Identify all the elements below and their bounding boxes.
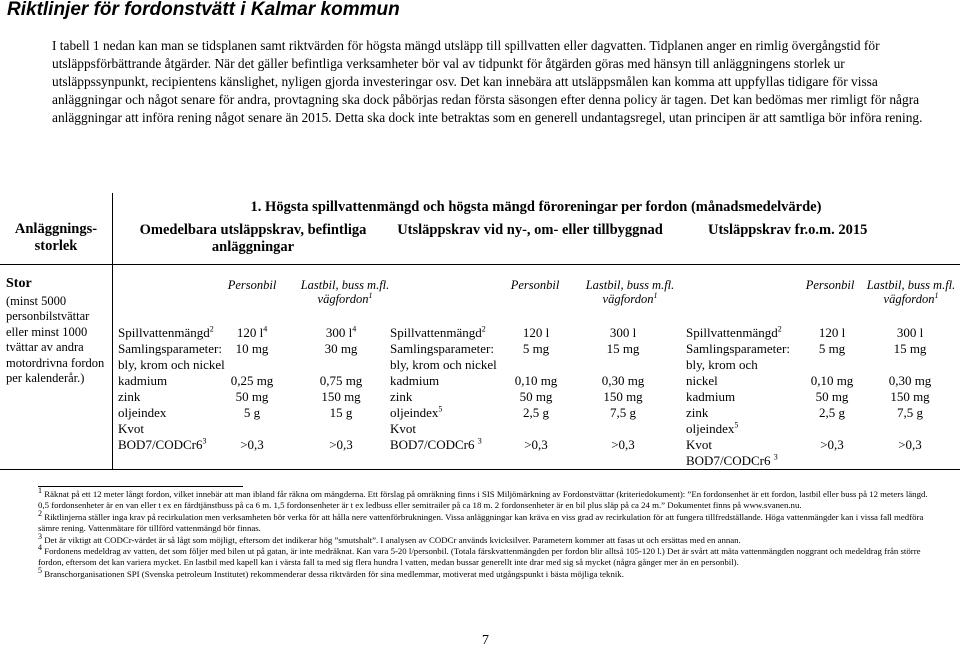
param-kadmium: kadmium xyxy=(118,373,168,388)
col-personbil-3: Personbil xyxy=(805,278,855,292)
param-kadmium: kadmium xyxy=(686,389,736,404)
main-header: 1. Högsta spillvattenmängd och högsta mängd föroreningar per fordon (månadsmedelvärde) xyxy=(250,199,822,215)
param-bod: BOD7/CODCr6 $^3$ xyxy=(686,452,778,468)
col-personbil-2: Personbil xyxy=(510,278,560,292)
param-bod: $BOD7/CODCr6^3$ xyxy=(118,436,207,452)
param-olje: oljeindex$^5$ xyxy=(686,420,739,436)
footnote-4: $^4$ Fordonens medeldrag av vatten, det som följer med bilen ut på gatan, är inte medräknat. Kan vara 5-20 l/personbil. (Totala färskvattenmängden per fordon blir alltså 105-120 l.) Det är svårt att mäta vattenmängden noggrant och medeldrag från större fordon, eftersom det kan variera mycket. En lastbil med kapell kan i värsta fall ta med sig flera hundra l vatten, medan bussar generellt inte drar med sig så mycket (några gånger mer än en personbil). xyxy=(38,543,921,568)
param-kvot: Kvot xyxy=(390,421,416,436)
values-existing-personbil: 120 $l^4$ 10 mg 0,25 mg 50 mg 5 g >0,3 xyxy=(230,324,274,452)
param-samling: Samlingsparameter: xyxy=(390,341,494,356)
values-2015-personbil: 120 l 5 mg 0,10 mg 50 mg 2,5 g >0,3 xyxy=(810,325,854,452)
params-new xyxy=(390,325,505,453)
param-olje: oljeindex xyxy=(118,405,167,420)
col-lastbil-1: Lastbil, buss m.fl. vägfordon$^1$ xyxy=(300,278,390,306)
footnote-3: $^3$ Det är viktigt att CODCr-värdet är så lågt som möjligt, eftersom det indikerar hög ”smutshalt”. I analysen av CODCr används kvicksilver. Parametern kommer att fasas ut och ersättas med en annan. xyxy=(38,531,741,545)
limits-table xyxy=(0,193,960,470)
param-nickel: nickel xyxy=(686,373,718,388)
sub-header-existing: Omedelbara utsläppskrav, befintliga anläggningar xyxy=(139,222,367,255)
footnote-1: $^1$ Räknat på ett 12 meter långt fordon, vilket innebär att man ibland får räkna om mängderna. Ett förslag på omräkning finns i SIS Miljömärkning av Fordonstvättar (kriteriedokument): ”En fordonsenhet är ett fordon, lastbil eller buss på 12 meters längd. 0,5 fordonsenheter är en van eller t ex en färdtjänstbuss på ca 6 m. 1,5 fordonsenheter är t ex ledbuss eller semitrailer på ca 18 m. 2 fordonsenheter är en bil plus släp på ca 24 m.” Dokumentet finns på www.svanen.nu. xyxy=(38,486,928,511)
param-bod: BOD7/CODCr6 $^3$ xyxy=(390,436,482,452)
param-spill: Spillvattenmängd$^2$ xyxy=(686,324,782,340)
param-spill: Spillvattenmängd$^2$ xyxy=(390,324,486,340)
param-zink: zink xyxy=(118,389,141,404)
param-bly: bly, krom och nickel xyxy=(390,357,497,372)
values-new-personbil: 120 l 5 mg 0,10 mg 50 mg 2,5 g >0,3 xyxy=(514,325,558,452)
size-description: (minst 5000 personbilstvättar eller minst 1000 tvättar av andra motordrivna fordon per kalenderår.) xyxy=(6,294,105,386)
param-spill: Spillvattenmängd$^2$ xyxy=(118,324,214,340)
page-title: Riktlinjer för fordonstvätt i Kalmar kommun xyxy=(7,0,400,20)
param-samling: Samlingsparameter: xyxy=(686,341,790,356)
param-zink: zink xyxy=(686,405,709,420)
params-existing xyxy=(118,325,233,453)
size-title: Stor xyxy=(6,276,32,291)
page-number: 7 xyxy=(482,633,489,648)
param-kvot: Kvot xyxy=(118,421,144,436)
values-2015-lastbil: 300 l 15 mg 0,30 mg 150 mg 7,5 g >0,3 xyxy=(888,325,932,452)
param-olje: oljeindex$^5$ xyxy=(390,404,443,420)
param-samling: Samlingsparameter: xyxy=(118,341,222,356)
values-new-lastbil: 300 l 15 mg 0,30 mg 150 mg 7,5 g >0,3 xyxy=(601,325,645,452)
values-existing-lastbil: 300 $l^4$ 30 mg 0,75 mg 150 mg 15 g >0,3 xyxy=(319,324,363,452)
footnote-5: $^5$ Branschorganisationen SPI (Svenska petroleum Institutet) rekommenderar dessa riktvärden för sina medlemmar, motiverat med utgångspunkt i bästa möjliga teknik. xyxy=(38,565,624,579)
sub-header-new: Utsläppskrav vid ny-, om- eller tillbyggnad xyxy=(397,222,663,238)
footnote-separator xyxy=(38,486,243,487)
param-bly: bly, krom och nickel xyxy=(118,357,225,372)
sub-header-2015: Utsläppskrav fr.o.m. 2015 xyxy=(708,222,868,238)
col-lastbil-3: Lastbil, buss m.fl. vägfordon$^1$ xyxy=(866,278,956,306)
col-lastbil-2: Lastbil, buss m.fl. vägfordon$^1$ xyxy=(585,278,675,306)
col-personbil-1: Personbil xyxy=(227,278,277,292)
param-zink: zink xyxy=(390,389,413,404)
param-kadmium: kadmium xyxy=(390,373,440,388)
size-header: Anläggnings-storlek xyxy=(14,221,98,254)
param-kvot: Kvot xyxy=(686,437,712,452)
footnote-2: $^2$ Riktlinjerna ställer inga krav på recirkulation men verksamheten bör verka för att hålla nere vattenförbrukningen. Vissa anläggningar kan kräva en viss grad av recirkulation för att fungera tillfredställande. Höga vattenmängder kan i vissa fall medföra sämre rening. Vattenmätare för tillförd vattenmängd bör finnas. xyxy=(38,508,924,534)
footnotes xyxy=(38,486,928,580)
intro-paragraph: I tabell 1 nedan kan man se tidsplanen samt riktvärden för högsta mängd utsläpp till spillvatten eller dagvatten. Tidplanen anger en rimlig övergångstid för utsläppsförbättrande åtgärder. När det gäller befintliga verksamheter bör val av tidpunkt för åtgärden göras med hänsyn till anläggningens storlek ur utsläppssynpunkt, recipientens känslighet, nyligen gjorda investeringar osv. Det kan innebära att utsläppsmålen kan komma att uppfyllas tidigare för vissa anläggningar och något senare för andra, provtagning ska dock påbörjas redan första säsongen efter denna policy är tagen. Det kan bedömas mer rimligt för några anläggningar att införa rening något senare än 2015. Detta ska dock inte betraktas som en generell undantagsregel, utan principen är att samtliga bör införa rening. xyxy=(52,38,923,125)
params-2015 xyxy=(686,325,798,469)
param-bly: bly, krom och xyxy=(686,357,758,372)
intro-text xyxy=(52,37,932,127)
